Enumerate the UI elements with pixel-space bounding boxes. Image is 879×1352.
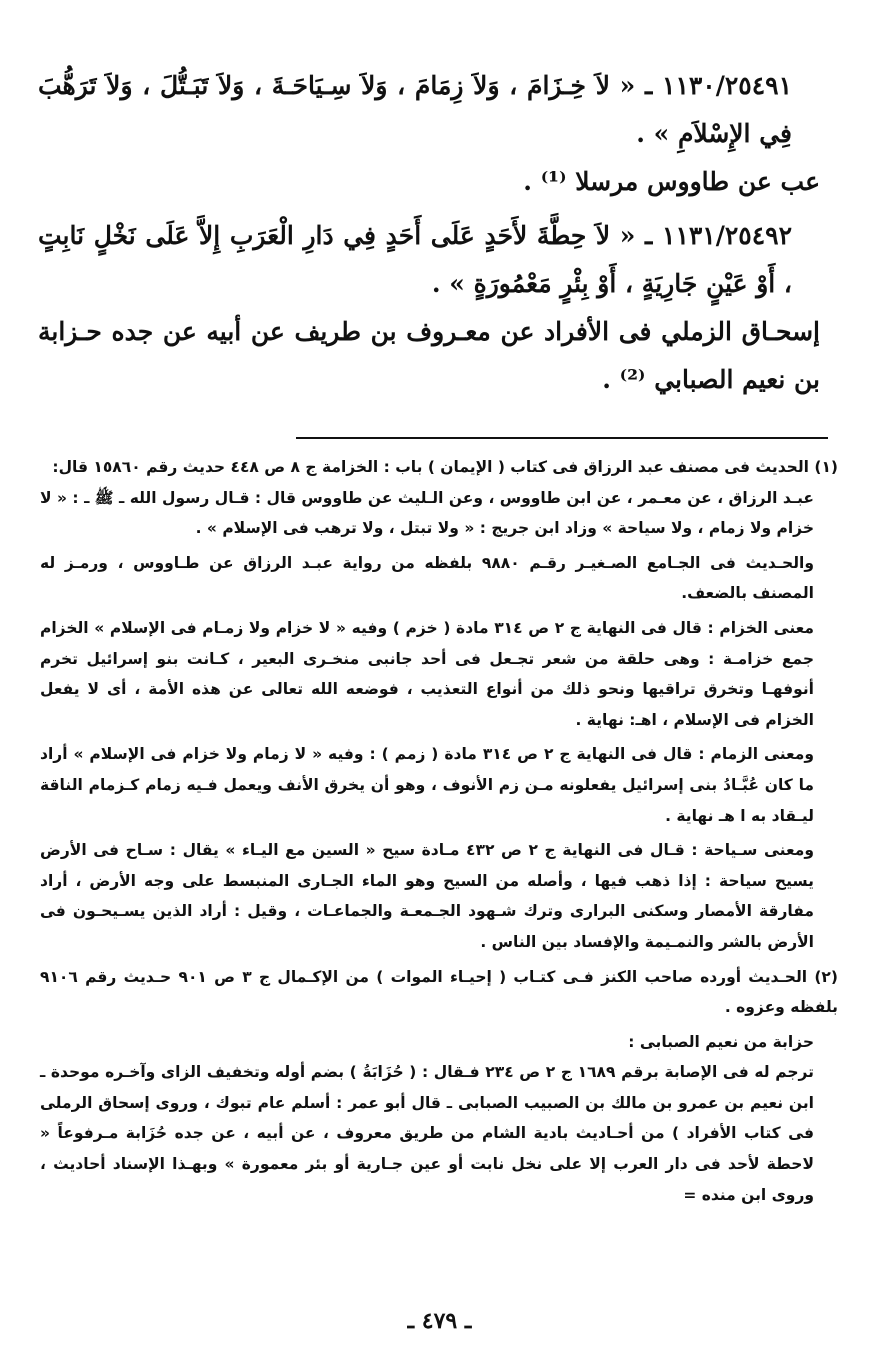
footnotes <box>40 452 838 1210</box>
footnote-1-siyaha: ومعنى سـياحة : قـال فى النهاية ج ٢ ص ٤٣٢ مـادة سيح « السين مع اليـاء » يقال : سـاح فى الأرض يسيح سياحة : إذا ذهب فيها ، وأصله من السيح وهو الماء الجـارى المنبسط على وجه الأرض ، أراد مفارقة الأمصار وسكنى البرارى وترك شـهود الجـمعـة والجماعـات ، وقيل : أراد الذين يسـيحـون فى الأرض بالشر والنمـيمة والإفساد بين الناس . <box>40 841 814 951</box>
footnote-1-jami: والحـديث فى الجـامع الصـغيـر رقـم ٩٨٨٠ بلفظه من رواية عبـد الرزاق عن طـاووس ، ورمـز له المصنف بالضعف. <box>40 553 814 603</box>
footnote-2-text: ترجم له فى الإصابة برقم ١٦٨٩ ج ٢ ص ٢٣٤ فـقال : ( حُزَابَةُ ) بضم أوله وتخفيف الزاى وآخـره موحدة ـ ابن نعيم بن عمرو بن مالك بن الصبيب الصبابى ـ قال أبو عمر : أسلم عام تبوك ، وروى إسحاق الرملى فى كتاب الأفراد ) من أحـاديث بادية الشام من طريق معروف ، عن أبيه ، عن جده حُزَابة مـرفوعاً « لاحطة لأحد فى دار العرب إلا على نخل نابت أو عين جـارية أو بئر معمورة » وبهـذا الإسناد أحاديث ، وروى ابن منده = <box>40 1063 814 1204</box>
footnote-1-zimam: ومعنى الزمام : قال فى النهاية ج ٢ ص ٣١٤ مادة ( زمم ) : وفيه « لا زمام ولا خزام فى الإسلام » أراد ما كان عُبَّـادُ بنى إسرائيل يفعلونه مـن زم الأنوف ، وهو أن يخرق الأنف ويعمل فـيه زمام كـزمام الناقة ليـقاد به ا هـ نهاية . <box>40 745 814 825</box>
footnote-1-line: (١) الحديث فى مصنف عبد الرزاق فى كتاب ( الإيمان ) باب : الخزامة ج ٨ ص ٤٤٨ حديث رقم ١٥٨٦٠ قال: <box>52 458 838 476</box>
footnote-divider <box>296 437 828 439</box>
page-number: ـ ٤٧٩ ـ <box>407 1308 472 1334</box>
footnote-2-line: (٢) الحـديث أورده صاحب الكنز فـى كتـاب ( إحيـاء الموات ) من الإكـمال ج ٣ ص ٩٠١ حـديث رقم ٩١٠٦ بلفظه وعزوه . <box>40 967 838 1017</box>
main-text <box>38 62 828 410</box>
source-1130: عب عن طاووس مرسلا ⁽¹⁾ . <box>523 167 820 196</box>
hadith-1130: ١١٣٠/٢٥٤٩١ ـ « لاَ خِـزَامَ ، وَلاَ زِمَامَ ، وَلاَ سِـيَاحَـةَ ، وَلاَ تَبَـتُّلَ ، وَلاَ تَرَهُّبَ فِي الإِسْلاَمِ » . <box>38 71 792 148</box>
source-1131: إسحـاق الزملي فى الأفراد عن معـروف بن طريف عن أبيه عن جده حـزابة بن نعيم الصبابي ⁽²⁾ . <box>38 317 820 394</box>
hadith-1131: ١١٣١/٢٥٤٩٢ ـ « لاَ حِطَّةَ لأَحَدٍ عَلَى أَحَدٍ فِي دَارِ الْعَرَبِ إِلاَّ عَلَى نَخْلٍ نَابِتٍ ، أَوْ عَيْنٍ جَارِيَةٍ ، أَوْ بِئْرٍ مَعْمُورَةٍ » . <box>38 221 792 298</box>
footnote-1-khizam: معنى الخزام : قال فى النهاية ج ٢ ص ٣١٤ مادة ( خزم ) وفيه « لا خزام ولا زمـام فى الإسلام » الخزام جمع خزامـة : وهى حلقة من شعر تجـعل فى أحد جانبى منخـرى البعير ، كـانت بنو إسرائيل تخرم أنوفهـا وتخرق تراقيها ونحو ذلك من أنواع التعذيب ، فوضعه الله تعالى عن هذه الأمة ، أى لا يفعل الخزام فى الإسلام ، اهـ: نهاية . <box>40 618 814 729</box>
footnote-1-text: عبـد الرزاق ، عن معـمر ، عن ابن طاووس ، وعن الـليث عن طاووس قال : قـال رسول الله ـ ﷺ ـ : « لا خزام ولا زمام ، ولا سياحة » وزاد ابن جريج : « ولا تبتل ، ولا ترهب فى الإسلام » . <box>40 488 814 538</box>
footnote-2-heading: حزابة من نعيم الصبابى : <box>628 1032 814 1051</box>
